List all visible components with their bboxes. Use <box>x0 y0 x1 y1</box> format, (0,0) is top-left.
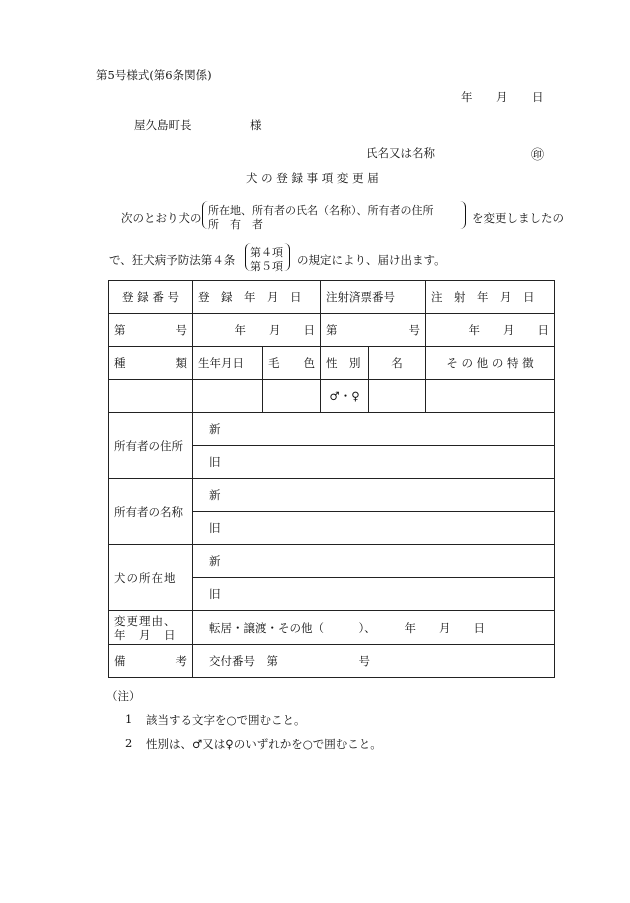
change-reason-value[interactable]: 転居・譲渡・その他（ ）、 年 月 日 <box>193 611 555 645</box>
table-row <box>109 645 555 678</box>
document-title: 犬 の 登 録 事 項 変 更 届 <box>246 171 379 185</box>
notes-heading: （注） <box>106 689 141 703</box>
table-row <box>109 380 555 413</box>
remarks-char-2: 考 <box>175 654 187 668</box>
header-registration-number: 登 録 番 号 <box>109 281 193 314</box>
coat-char-2: 色 <box>303 356 315 370</box>
change-reason-label-line1: 変更理由、 <box>114 613 177 628</box>
owner-name-new[interactable]: 新 <box>193 479 555 512</box>
go-label: 号 <box>175 323 187 337</box>
dai-label: 第 <box>326 323 338 337</box>
date-month: 月 <box>496 90 508 104</box>
kind-value-cell[interactable] <box>109 380 193 413</box>
owner-name-label: 所有者の名称 <box>109 479 193 545</box>
body-line2-prefix: で、狂犬病予防法第４条 <box>109 253 236 267</box>
applicant-label: 氏名又は名称 <box>366 146 435 160</box>
owner-address-old[interactable]: 旧 <box>193 446 555 479</box>
addressee-name: 屋久島町長 <box>134 118 192 132</box>
table-row <box>109 314 555 347</box>
body-line2-suffix: の規定により、届け出ます。 <box>297 253 446 267</box>
header-sex: 性 別 <box>321 347 369 380</box>
change-reason-label <box>109 611 193 645</box>
registration-date-cell[interactable]: 年 月 日 <box>193 314 321 347</box>
law-clause-option-1: 第４項 <box>250 246 283 259</box>
note-2-number: 2 <box>125 736 133 750</box>
change-item-option-1: 所在地、所有者の氏名（名称）、所有者の住所 <box>208 204 434 217</box>
dog-location-new[interactable]: 新 <box>193 545 555 578</box>
owner-address-new[interactable]: 新 <box>193 413 555 446</box>
go-label: 号 <box>408 323 420 337</box>
kind-char-2: 類 <box>175 356 187 370</box>
date-year: 年 <box>461 90 473 104</box>
injection-tag-number-cell[interactable] <box>321 314 426 347</box>
header-dog-name: 名 <box>369 347 426 380</box>
law-clause-option-2: 第５項 <box>250 260 283 273</box>
body-line1-prefix: 次のとおり犬の <box>121 211 202 225</box>
dog-location-label: 犬の所在地 <box>109 545 193 611</box>
table-row <box>109 347 555 380</box>
change-reason-label-line2: 年 月 日 <box>114 627 177 642</box>
note-2-text: 性別は、♂又は♀のいずれかを○で囲むこと。 <box>146 737 382 751</box>
coat-color-value-cell[interactable] <box>263 380 321 413</box>
date-day: 日 <box>532 90 544 104</box>
header-registration-date: 登 録 年 月 日 <box>193 281 321 314</box>
owner-name-old[interactable]: 旧 <box>193 512 555 545</box>
dog-name-value-cell[interactable] <box>369 380 426 413</box>
registration-number-cell[interactable] <box>109 314 193 347</box>
header-injection-date: 注 射 年 月 日 <box>426 281 555 314</box>
header-birth-date: 生年月日 <box>193 347 263 380</box>
header-coat-color <box>263 347 321 380</box>
owner-address-label: 所有者の住所 <box>109 413 193 479</box>
table-row <box>109 413 555 446</box>
table-row <box>109 479 555 512</box>
registration-change-table <box>108 280 555 678</box>
injection-date-cell[interactable]: 年 月 日 <box>426 314 555 347</box>
table-row <box>109 281 555 314</box>
table-row <box>109 611 555 645</box>
header-injection-tag-number: 注射済票番号 <box>321 281 426 314</box>
change-item-option-2: 所 有 者 <box>208 218 263 231</box>
sex-value-cell[interactable]: ♂・♀ <box>321 380 369 413</box>
dog-location-old[interactable]: 旧 <box>193 578 555 611</box>
header-other-features: そ の 他 の 特 徴 <box>426 347 555 380</box>
table-row <box>109 545 555 578</box>
note-1-number: 1 <box>125 712 133 726</box>
other-features-value-cell[interactable] <box>426 380 555 413</box>
header-kind <box>109 347 193 380</box>
addressee-honorific: 様 <box>250 118 262 132</box>
dai-label: 第 <box>114 323 126 337</box>
remarks-label <box>109 645 193 678</box>
birth-date-value-cell[interactable] <box>193 380 263 413</box>
body-line1-suffix: を変更しましたの <box>472 211 564 225</box>
note-1-text: 該当する文字を○で囲むこと。 <box>146 713 306 727</box>
seal-mark: ㊞ <box>531 148 545 163</box>
kind-char-1: 種 <box>114 356 126 370</box>
remarks-value[interactable]: 交付番号 第 号 <box>193 645 555 678</box>
form-label: 第5号様式(第6条関係) <box>96 68 212 82</box>
coat-char-1: 毛 <box>268 356 280 370</box>
remarks-char-1: 備 <box>114 654 126 668</box>
